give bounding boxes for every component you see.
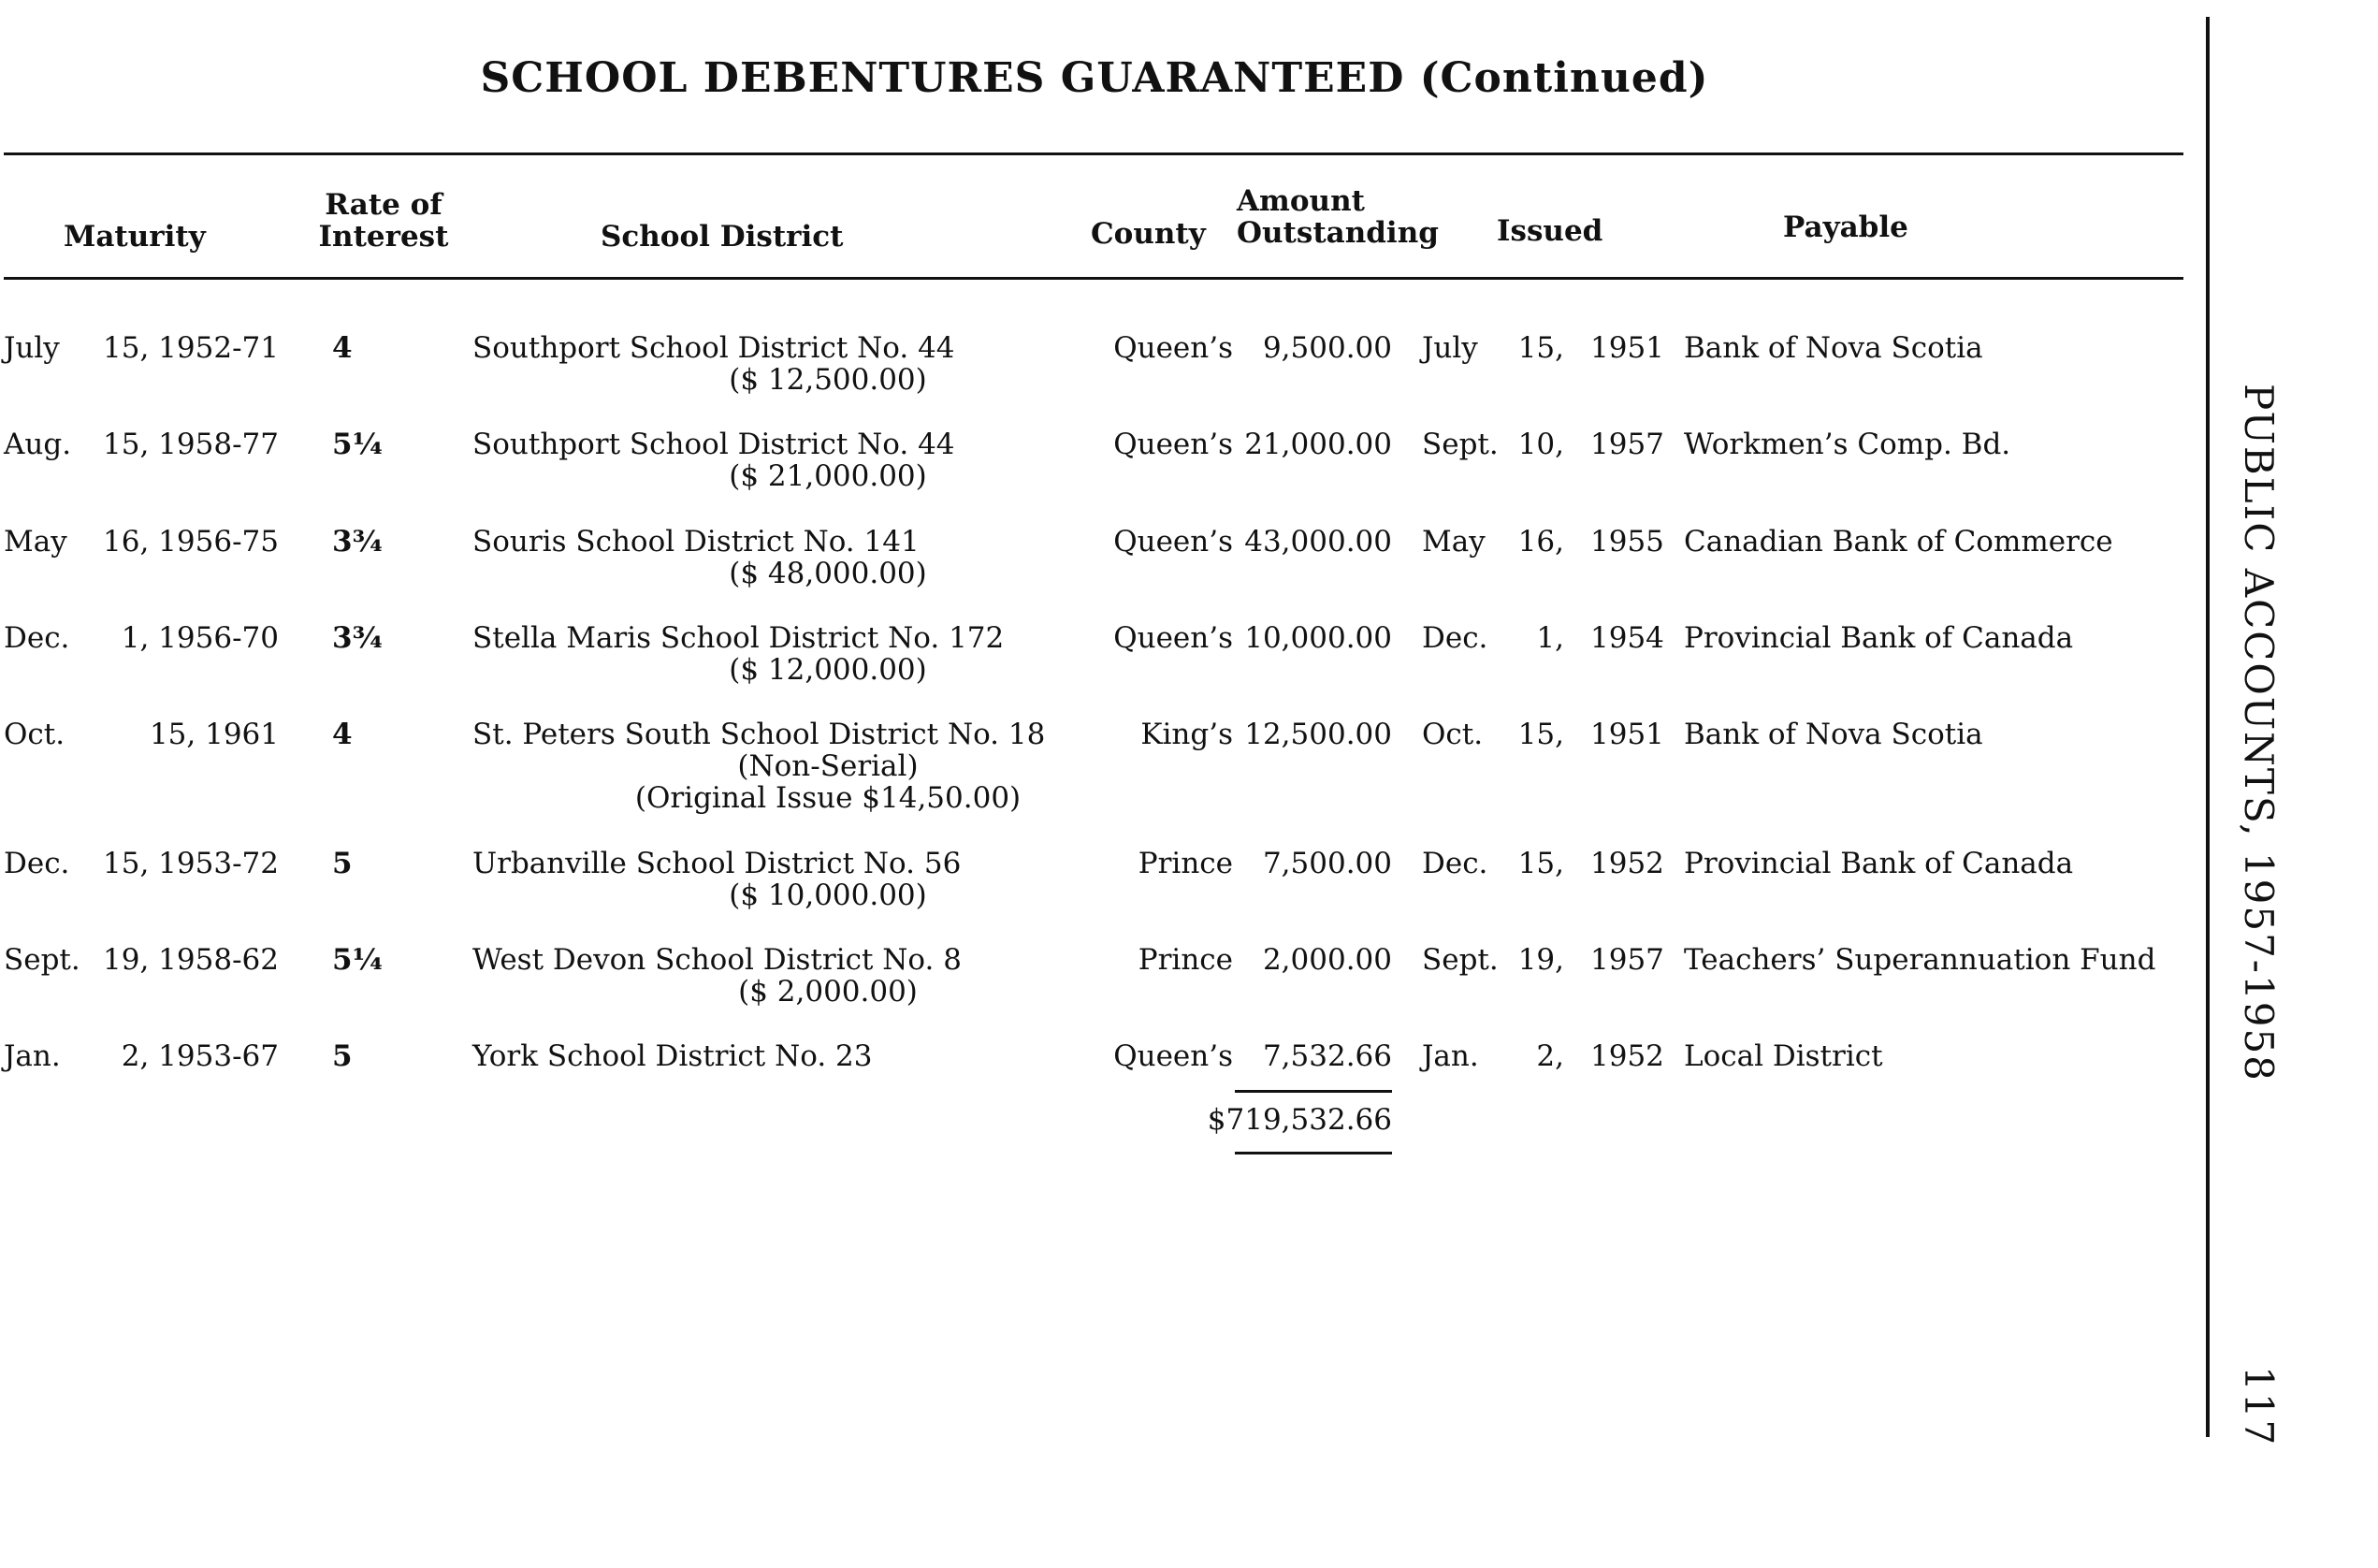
cell-county: Queen’s [1113, 1039, 1233, 1073]
cell-district: St. Peters South School District No. 18 [472, 718, 1046, 751]
cell-mat-month: Oct. [4, 718, 65, 751]
cell-mat-date: 19, 1958-62 [103, 943, 279, 977]
cell-iss-month: July [1422, 331, 1478, 365]
cell-amount: 2,000.00 [1262, 943, 1392, 977]
cell-mat-month: Dec. [4, 847, 70, 880]
cell-mat-month: Dec. [4, 621, 70, 655]
cell-amount: 12,500.00 [1244, 718, 1392, 751]
cell-iss-year: 1951 [1590, 331, 1664, 365]
cell-rate: 5 [332, 847, 353, 880]
cell-district: Stella Maris School District No. 172 [472, 621, 1005, 655]
cell-district-note: (Non-Serial) [737, 749, 919, 783]
cell-rate: 5¼ [332, 428, 383, 461]
cell-iss-day: 16, [1517, 525, 1564, 559]
cell-iss-day: 19, [1517, 943, 1564, 977]
page-number: 117 [2236, 1366, 2282, 1447]
cell-county: King’s [1140, 718, 1233, 751]
total-top-rule [1235, 1090, 1392, 1093]
cell-payable: Provincial Bank of Canada [1684, 621, 2074, 655]
cell-payable: Bank of Nova Scotia [1684, 718, 1983, 751]
cell-district: Urbanville School District No. 56 [472, 847, 962, 880]
cell-rate: 5¼ [332, 943, 383, 977]
cell-iss-day: 2, [1536, 1039, 1564, 1073]
cell-iss-day: 15, [1517, 718, 1564, 751]
side-rule [2206, 17, 2210, 1437]
cell-district-note: ($ 12,500.00) [729, 363, 927, 397]
header-maturity: Maturity [64, 220, 206, 254]
header-payable: Payable [1783, 211, 1908, 244]
cell-payable: Canadian Bank of Commerce [1684, 525, 2113, 559]
header-rate-line2: Interest [318, 220, 449, 254]
cell-mat-month: Sept. [4, 943, 80, 977]
header-bottom-rule [4, 277, 2183, 280]
cell-amount: 9,500.00 [1262, 331, 1392, 365]
cell-mat-date: 15, 1952-71 [103, 331, 279, 365]
cell-rate: 3¾ [332, 525, 383, 559]
cell-county: Queen’s [1113, 621, 1233, 655]
cell-mat-month: Jan. [4, 1039, 61, 1073]
cell-iss-year: 1955 [1590, 525, 1664, 559]
cell-mat-date: 15, 1953-72 [103, 847, 279, 880]
cell-amount: 43,000.00 [1244, 525, 1392, 559]
header-rate-line1: Rate of [325, 188, 442, 222]
cell-rate: 3¾ [332, 621, 383, 655]
cell-mat-month: July [4, 331, 60, 365]
cell-iss-day: 15, [1517, 847, 1564, 880]
cell-rate: 4 [332, 718, 353, 751]
cell-iss-month: Oct. [1422, 718, 1484, 751]
cell-amount: 21,000.00 [1244, 428, 1392, 461]
total-double-rule [1235, 1152, 1392, 1154]
side-running-title: PUBLIC ACCOUNTS, 1957-1958 [2236, 384, 2282, 1082]
cell-iss-month: Dec. [1422, 621, 1488, 655]
cell-mat-month: May [4, 525, 67, 559]
cell-amount: 10,000.00 [1244, 621, 1392, 655]
cell-mat-date: 15, 1961 [149, 718, 279, 751]
cell-district-note: (Original Issue $14,50.00) [634, 781, 1022, 815]
cell-iss-year: 1957 [1590, 428, 1664, 461]
cell-iss-month: Sept. [1422, 943, 1499, 977]
cell-payable: Teachers’ Superannuation Fund [1684, 943, 2156, 977]
cell-payable: Provincial Bank of Canada [1684, 847, 2074, 880]
cell-payable: Bank of Nova Scotia [1684, 331, 1983, 365]
cell-mat-month: Aug. [4, 428, 72, 461]
cell-district: Southport School District No. 44 [472, 428, 955, 461]
cell-mat-date: 16, 1956-75 [103, 525, 279, 559]
cell-district: West Devon School District No. 8 [472, 943, 962, 977]
cell-iss-year: 1952 [1590, 847, 1664, 880]
header-amount-line1: Amount [1237, 184, 1365, 218]
cell-county: Queen’s [1113, 428, 1233, 461]
cell-mat-date: 2, 1953-67 [121, 1039, 279, 1073]
cell-payable: Workmen’s Comp. Bd. [1684, 428, 2011, 461]
cell-district: Souris School District No. 141 [472, 525, 920, 559]
cell-district-note: ($ 21,000.00) [729, 459, 927, 493]
cell-iss-day: 10, [1517, 428, 1564, 461]
cell-mat-date: 15, 1958-77 [103, 428, 279, 461]
cell-district-note: ($ 12,000.00) [729, 653, 927, 687]
cell-district: York School District No. 23 [472, 1039, 873, 1073]
cell-iss-month: Dec. [1422, 847, 1488, 880]
cell-rate: 4 [332, 331, 353, 365]
cell-iss-year: 1954 [1590, 621, 1664, 655]
cell-amount: 7,500.00 [1262, 847, 1392, 880]
cell-district-note: ($ 10,000.00) [729, 878, 927, 912]
cell-amount: 7,532.66 [1262, 1039, 1392, 1073]
header-amount-line2: Outstanding [1237, 216, 1439, 250]
page-title: SCHOOL DEBENTURES GUARANTEED (Continued) [480, 54, 1709, 102]
cell-county: Prince [1138, 847, 1233, 880]
cell-district-note: ($ 2,000.00) [738, 975, 918, 1009]
cell-payable: Local District [1684, 1039, 1883, 1073]
cell-iss-year: 1957 [1590, 943, 1664, 977]
cell-county: Queen’s [1113, 331, 1233, 365]
total-amount: $719,532.66 [1207, 1103, 1392, 1137]
header-top-rule [4, 152, 2183, 155]
cell-iss-month: May [1422, 525, 1486, 559]
cell-district: Southport School District No. 44 [472, 331, 955, 365]
cell-iss-month: Sept. [1422, 428, 1499, 461]
cell-iss-day: 1, [1536, 621, 1564, 655]
cell-iss-year: 1952 [1590, 1039, 1664, 1073]
cell-iss-month: Jan. [1422, 1039, 1479, 1073]
cell-iss-day: 15, [1517, 331, 1564, 365]
cell-district-note: ($ 48,000.00) [729, 557, 927, 590]
cell-mat-date: 1, 1956-70 [121, 621, 279, 655]
header-school-district: School District [601, 220, 844, 254]
cell-iss-year: 1951 [1590, 718, 1664, 751]
cell-county: Prince [1138, 943, 1233, 977]
cell-rate: 5 [332, 1039, 353, 1073]
cell-county: Queen’s [1113, 525, 1233, 559]
header-county: County [1091, 217, 1206, 251]
header-issued: Issued [1497, 214, 1603, 248]
